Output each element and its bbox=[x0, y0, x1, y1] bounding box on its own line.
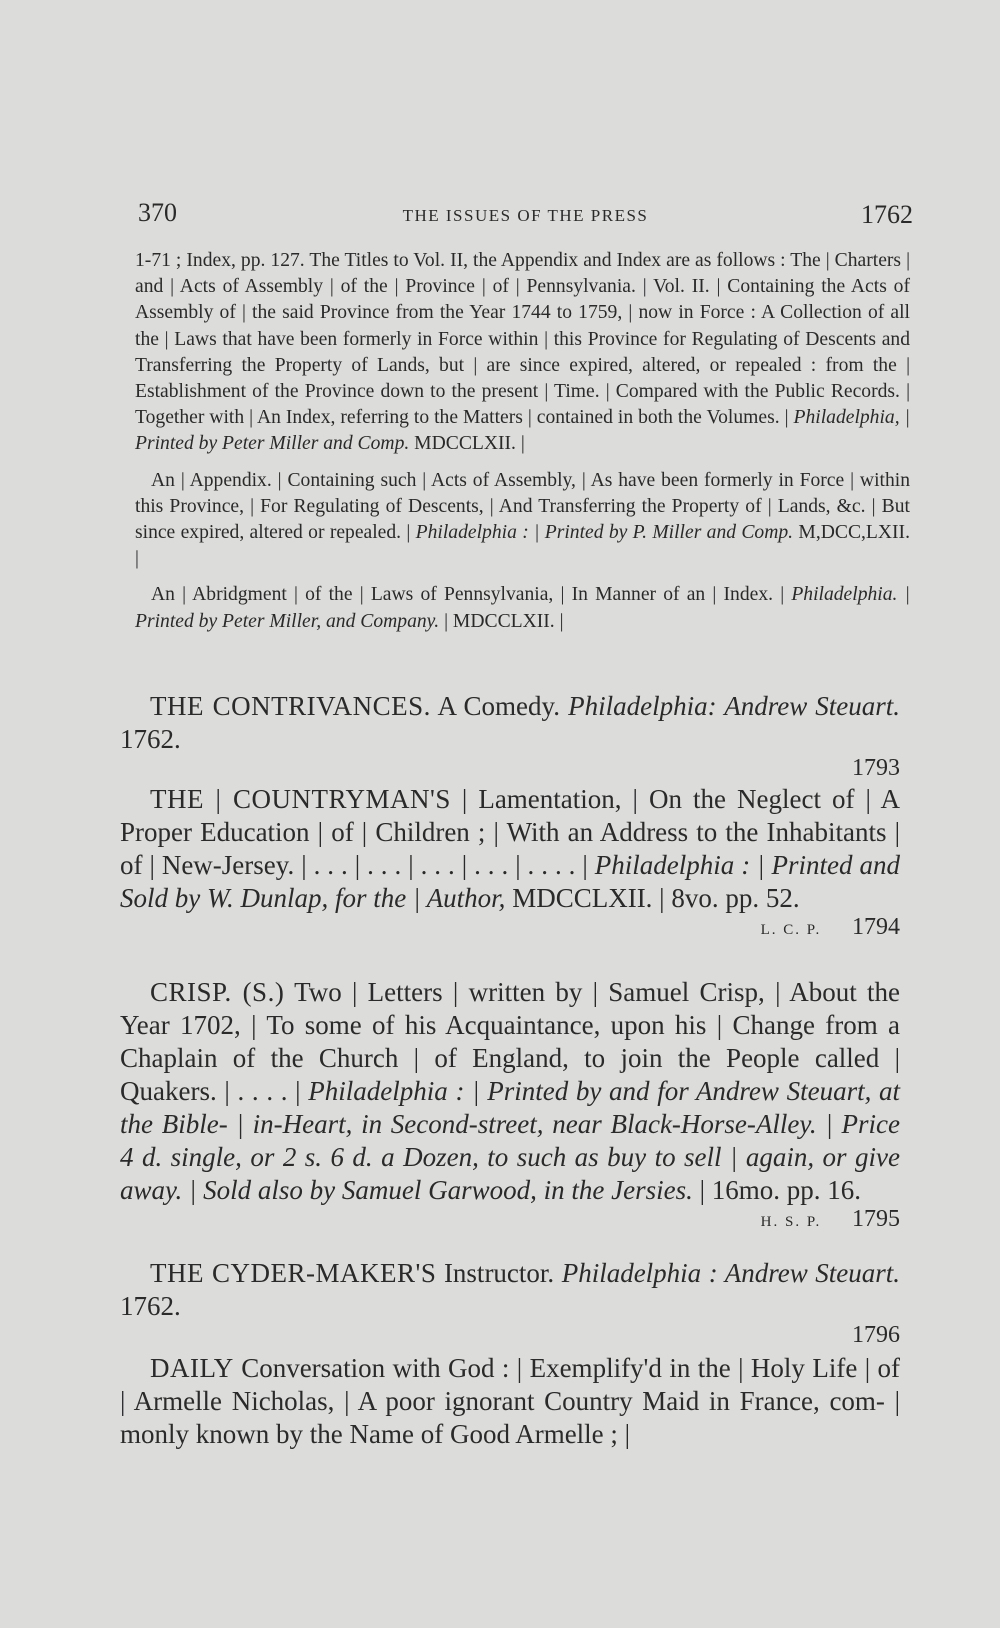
entry-text bbox=[120, 1352, 900, 1451]
page-year: 1762 bbox=[861, 200, 913, 229]
entry-text bbox=[120, 783, 900, 915]
entry-lead: CRISP. (S.) bbox=[150, 977, 285, 1007]
entry-text bbox=[120, 1257, 900, 1323]
entry-number: 1793 bbox=[852, 755, 900, 781]
entry-text bbox=[120, 690, 900, 756]
running-title: THE ISSUES OF THE PRESS bbox=[402, 206, 649, 225]
appendix-text: An | Appendix. | Containing such | Acts of Assembly, | As have been formerly in Force | within this Province, | For Regulating of Descents, | And Transferring the Property of | Lands, &c. | But since expired, altered or repealed. | bbox=[135, 469, 910, 544]
imprint-date: M,DCC,LXII. | bbox=[135, 522, 910, 570]
entry-1795 bbox=[120, 976, 900, 1239]
entry-lead: DAILY bbox=[150, 1353, 234, 1383]
imprint: Philadelphia. | Printed by Peter Miller, and Company. bbox=[135, 584, 910, 632]
entry-1794 bbox=[120, 783, 900, 947]
abridgment-text: An | Abridgment | of the | Laws of Pennsylvania, | In Manner of an | Index. | bbox=[151, 584, 785, 606]
entry-1796 bbox=[120, 1257, 900, 1352]
entry-title: A Comedy. bbox=[437, 691, 561, 721]
continued-text: 1-71 ; Index, pp. 127. The Titles to Vol. II, the Appendix and Index are as follows : The | Charters | and | Acts of Assembly | of the | Province | of | Pennsylvania. | Vol. II. | Containing the Acts of Assembly of | the said Province from the Year 1744 to 1759, | now in Force : A Collection of all the | Laws that have been formerly in Force within | this Province for Regulating of Descents and Transferring the Property of Lands, but | are since expired, altered, or repealed : from the | Establishment of the Province down to the present | Time. | Compared with the Public Records. | Together with | An Index, referring to the Matters | contained in both the Volumes. | bbox=[135, 250, 910, 429]
entry-text bbox=[120, 976, 900, 1207]
entry-lead: THE | COUNTRYMAN'S bbox=[150, 784, 451, 814]
abridgment-paragraph bbox=[135, 582, 910, 634]
holding-library: H. S. P. bbox=[760, 1214, 822, 1230]
imprint: Philadelphia : | Printed and Sold by W. Dunlap, for the | Author, bbox=[120, 850, 901, 913]
entry-title: | Lamentation, | On the Neglect of | A Proper Education | of | Children ; | With an Address to the Inhabitants | of | New-Jersey. | . . . | . . . | . . . | . . . | . . . . | bbox=[120, 784, 900, 880]
page-number: 370 bbox=[138, 198, 177, 227]
imprint-date: 1762. bbox=[120, 1291, 181, 1321]
entry-collation: MDCCLXII. | 8vo. pp. 52. bbox=[512, 883, 800, 913]
page-header bbox=[138, 198, 913, 238]
entry-footer bbox=[120, 1317, 900, 1352]
entry-collation: | 16mo. pp. 16. bbox=[699, 1175, 862, 1205]
imprint: Philadelphia : | Printed by P. Miller and Comp. bbox=[415, 522, 794, 544]
imprint-date: MDCCLXII. | bbox=[414, 433, 525, 455]
holding-library: L. C. P. bbox=[760, 922, 822, 938]
imprint: Philadelphia: Andrew Steuart. bbox=[568, 691, 901, 721]
entry-footer bbox=[120, 750, 900, 785]
imprint-date: | MDCCLXII. | bbox=[444, 610, 564, 632]
imprint: Philadelphia, | Printed by Peter Miller and Comp. bbox=[135, 407, 910, 455]
imprint: Philadelphia : | Printed by and for Andrew Steuart, at the Bible- | in-Heart, in Second-street, near Black-Horse-Alley. | Price 4 d. single, or 2 s. 6 d. a Dozen, to such as buy to sell | again, or give away. | Sold also by Samuel Garwood, in the Jersies. bbox=[120, 1076, 901, 1205]
entry-lead: THE CONTRIVANCES. bbox=[150, 691, 431, 721]
entry-title: Instructor. bbox=[443, 1258, 555, 1288]
entry-number: 1795 bbox=[852, 1206, 900, 1232]
imprint-date: 1762. bbox=[120, 724, 181, 754]
appendix-paragraph bbox=[135, 468, 910, 573]
entry-lead: THE CYDER-MAKER'S bbox=[150, 1258, 437, 1288]
entry-number: 1794 bbox=[852, 914, 900, 940]
continued-entry bbox=[135, 248, 910, 635]
entry-daily-conversation bbox=[120, 1352, 900, 1451]
continued-paragraph bbox=[135, 248, 910, 458]
entry-title: Conversation with God : | Exemplify'd in the | Holy Life | of | Armelle Nicholas, | A poor ignorant Country Maid in France, com- | monly known by the Name of Good Armelle ; | bbox=[120, 1353, 900, 1449]
entry-number: 1796 bbox=[852, 1322, 900, 1348]
imprint: Philadelphia : Andrew Steuart. bbox=[561, 1258, 901, 1288]
entry-title: Two | Letters | written by | Samuel Crisp, | About the Year 1702, | To some of his Acquaintance, upon his | Change from a Chaplain of the Church | of England, to join the People called | Quakers. | . . . . | bbox=[120, 977, 901, 1106]
entry-1793 bbox=[120, 690, 900, 785]
